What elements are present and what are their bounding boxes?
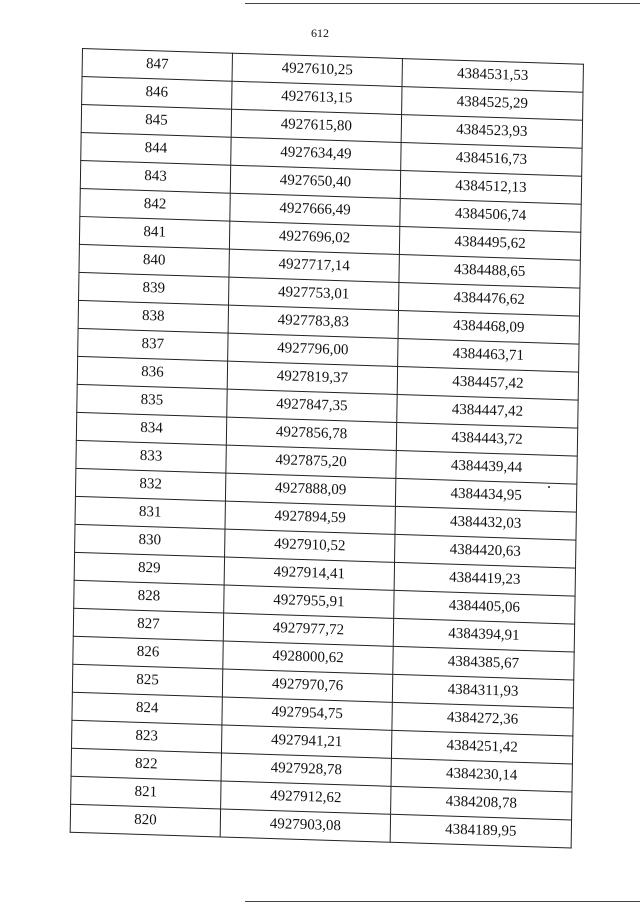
point-number-cell: 843 [80, 160, 230, 193]
point-number-cell: 825 [72, 664, 222, 697]
point-number-cell: 837 [78, 328, 228, 361]
x-coordinate-cell: 4927914,41 [224, 557, 394, 590]
x-coordinate-cell: 4927717,14 [229, 249, 399, 282]
point-number-cell: 846 [82, 77, 232, 110]
y-coordinate-cell: 4384488,65 [399, 254, 580, 288]
y-coordinate-cell: 4384525,29 [402, 87, 583, 121]
y-coordinate-cell: 4384272,36 [392, 702, 573, 736]
x-coordinate-cell: 4927894,59 [225, 501, 395, 534]
point-number-cell: 847 [82, 49, 232, 82]
coordinates-table-container [70, 48, 583, 848]
y-coordinate-cell: 4384463,71 [398, 338, 579, 372]
x-coordinate-cell: 4927903,08 [220, 809, 390, 842]
point-number-cell: 831 [75, 496, 225, 529]
x-coordinate-cell: 4927634,49 [231, 137, 401, 170]
x-coordinate-cell: 4927613,15 [232, 81, 402, 114]
y-coordinate-cell: 4384443,72 [396, 422, 577, 456]
x-coordinate-cell: 4927847,35 [227, 389, 397, 422]
x-coordinate-cell: 4927783,83 [228, 305, 398, 338]
y-coordinate-cell: 4384447,42 [397, 394, 578, 428]
bottom-page-edge-rule [245, 901, 640, 902]
point-number-cell: 821 [71, 776, 221, 809]
point-number-cell: 835 [77, 384, 227, 417]
y-coordinate-cell: 4384420,63 [395, 534, 576, 568]
point-number-cell: 841 [79, 216, 229, 249]
y-coordinate-cell: 4384531,53 [402, 59, 583, 93]
x-coordinate-cell: 4927941,21 [221, 725, 391, 758]
x-coordinate-cell: 4927928,78 [221, 753, 391, 786]
y-coordinate-cell: 4384432,03 [395, 506, 576, 540]
y-coordinate-cell: 4384468,09 [398, 310, 579, 344]
y-coordinate-cell: 4384476,62 [398, 282, 579, 316]
x-coordinate-cell: 4927970,76 [222, 669, 392, 702]
point-number-cell: 826 [73, 636, 223, 669]
y-coordinate-cell: 4384311,93 [392, 674, 573, 708]
x-coordinate-cell: 4927977,72 [223, 613, 393, 646]
x-coordinate-cell: 4927696,02 [229, 221, 399, 254]
point-number-cell: 839 [79, 272, 229, 305]
y-coordinate-cell: 4384457,42 [397, 366, 578, 400]
y-coordinate-cell: 4384506,74 [400, 199, 581, 233]
coordinates-table [70, 48, 584, 848]
y-coordinate-cell: 4384516,73 [401, 143, 582, 177]
x-coordinate-cell: 4927615,80 [231, 109, 401, 142]
point-number-cell: 820 [70, 804, 220, 837]
y-coordinate-cell: 4384512,13 [400, 171, 581, 205]
point-number-cell: 838 [78, 300, 228, 333]
point-number-cell: 840 [79, 244, 229, 277]
x-coordinate-cell: 4927796,00 [228, 333, 398, 366]
y-coordinate-cell: 4384385,67 [393, 646, 574, 680]
x-coordinate-cell: 4927954,75 [222, 697, 392, 730]
x-coordinate-cell: 4928000,62 [223, 641, 393, 674]
point-number-cell: 824 [72, 692, 222, 725]
x-coordinate-cell: 4927753,01 [229, 277, 399, 310]
point-number-cell: 845 [81, 104, 231, 137]
point-number-cell: 832 [75, 468, 225, 501]
y-coordinate-cell: 4384495,62 [399, 227, 580, 261]
x-coordinate-cell: 4927910,52 [225, 529, 395, 562]
stray-mark [548, 486, 550, 488]
point-number-cell: 842 [80, 188, 230, 221]
y-coordinate-cell: 4384208,78 [391, 786, 572, 820]
x-coordinate-cell: 4927819,37 [227, 361, 397, 394]
y-coordinate-cell: 4384251,42 [391, 730, 572, 764]
y-coordinate-cell: 4384523,93 [401, 115, 582, 149]
y-coordinate-cell: 4384405,06 [394, 590, 575, 624]
top-page-edge-rule [245, 3, 640, 4]
point-number-cell: 830 [75, 524, 225, 557]
point-number-cell: 833 [76, 440, 226, 473]
y-coordinate-cell: 4384230,14 [391, 758, 572, 792]
point-number-cell: 822 [71, 748, 221, 781]
point-number-cell: 834 [76, 412, 226, 445]
x-coordinate-cell: 4927875,20 [226, 445, 396, 478]
x-coordinate-cell: 4927888,09 [225, 473, 395, 506]
x-coordinate-cell: 4927856,78 [226, 417, 396, 450]
x-coordinate-cell: 4927610,25 [232, 53, 402, 86]
point-number-cell: 844 [81, 132, 231, 165]
point-number-cell: 827 [73, 608, 223, 641]
y-coordinate-cell: 4384434,95 [395, 478, 576, 512]
x-coordinate-cell: 4927666,49 [230, 193, 400, 226]
y-coordinate-cell: 4384419,23 [394, 562, 575, 596]
x-coordinate-cell: 4927955,91 [224, 585, 394, 618]
point-number-cell: 828 [74, 580, 224, 613]
coordinates-table-body [70, 49, 583, 848]
y-coordinate-cell: 4384394,91 [393, 618, 574, 652]
y-coordinate-cell: 4384189,95 [390, 814, 571, 848]
y-coordinate-cell: 4384439,44 [396, 450, 577, 484]
point-number-cell: 829 [74, 552, 224, 585]
x-coordinate-cell: 4927912,62 [221, 781, 391, 814]
point-number-cell: 823 [71, 720, 221, 753]
page-number: 612 [311, 26, 329, 40]
x-coordinate-cell: 4927650,40 [230, 165, 400, 198]
point-number-cell: 836 [77, 356, 227, 389]
